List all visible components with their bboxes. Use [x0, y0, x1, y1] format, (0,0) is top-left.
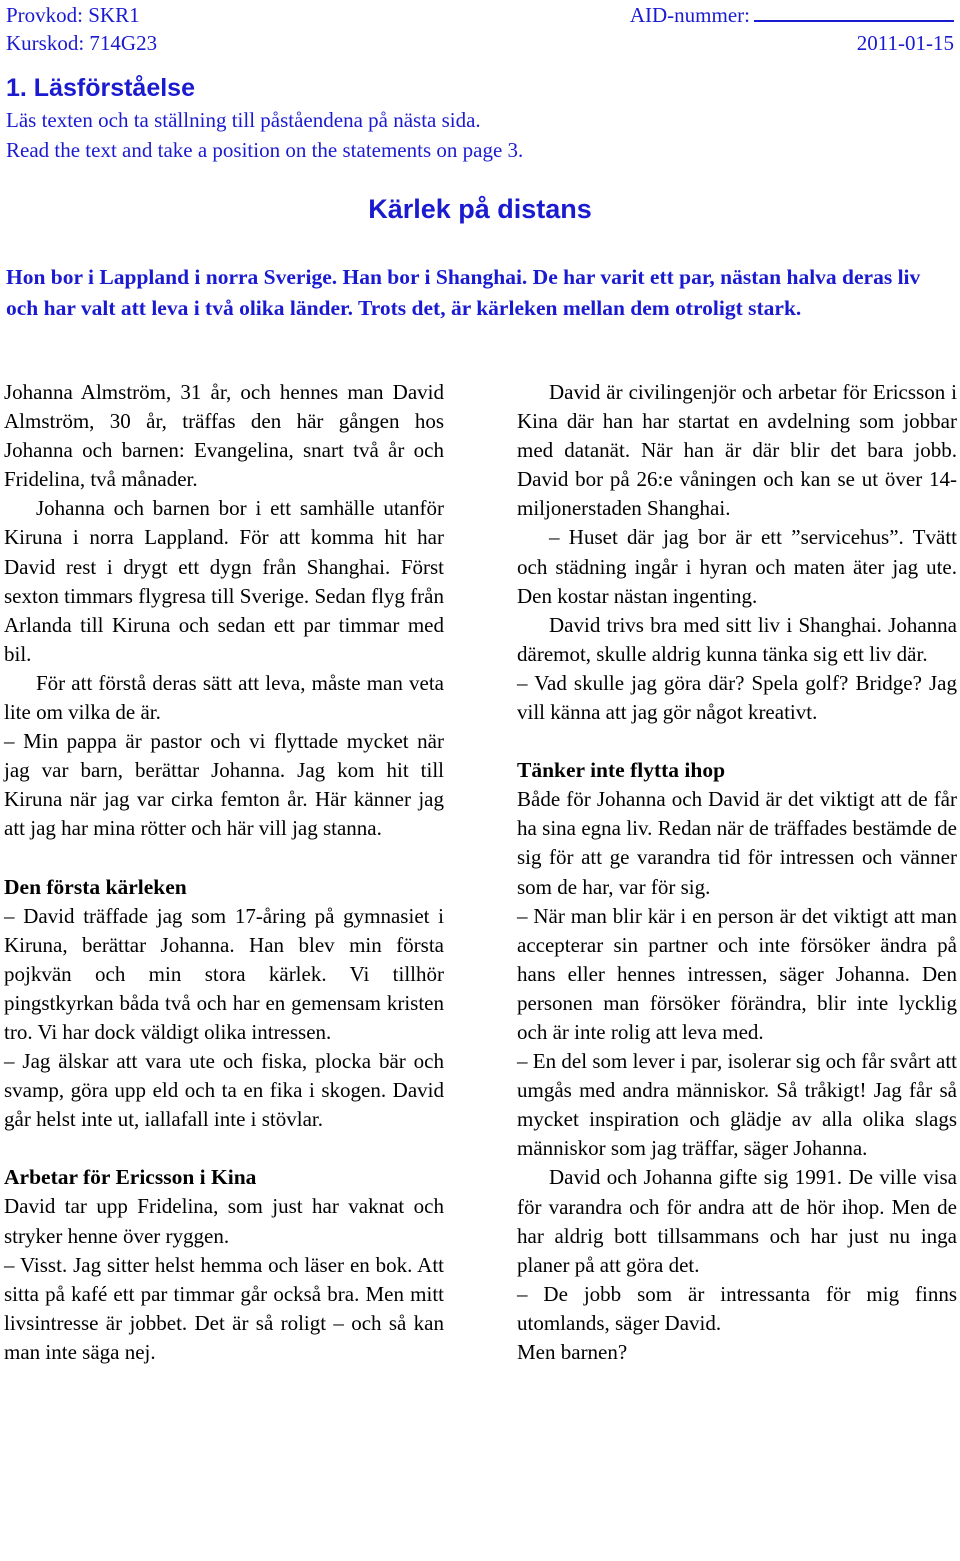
subheading: Arbetar för Ericsson i Kina [4, 1165, 257, 1190]
paragraph: David är civilingenjör och arbetar för Ericsson i Kina där han har startat en avdelning som jobbar med datanät. När han är där blir det bara jobb. David bor på 26:e våningen och kan se ut över 14-miljonerstaden Shanghai. [517, 380, 957, 521]
paragraph: Men barnen? [517, 1340, 628, 1364]
paragraph: – De jobb som är intressanta för mig finns utomlands, säger David. [517, 1281, 957, 1335]
paragraph: Johanna och barnen bor i ett samhälle utanför Kiruna i norra Lappland. För att komma hit har David rest i drygt ett dygn från Shanghai. Först sexton timmars flygresa till Sverige. Sedan flyg från Arlanda till Kiruna och sedan ett par timmar med bil. [4, 496, 444, 666]
paragraph: David tar upp Fridelina, som just har vaknat och stryker henne över ryggen. [4, 1194, 444, 1248]
paragraph: David och Johanna gifte sig 1991. De ville visa för varandra och för andra att de hör ihop. Men de har aldrig bott tillsammans och har just nu inga planer på att göra det. [517, 1165, 957, 1277]
instruction-english: Read the text and take a position on the statements on page 3. [6, 138, 524, 162]
aid-number-field[interactable] [630, 2, 954, 29]
right-column [517, 378, 957, 1367]
paragraph: Både för Johanna och David är det viktigt att de får ha sina egna liv. Redan när de träffades bestämde de sig för att ge varandra tid för intressen och vänner som de har, var för sig. [517, 787, 957, 899]
provkod-label: Provkod: SKR1 [6, 3, 140, 27]
paragraph: – Jag älskar att vara ute och fiska, plocka bär och svamp, göra upp eld och ta en fika i skogen. David går helst inte ut, iallafall inte i stövlar. [4, 1049, 444, 1132]
kurskod-label: Kurskod: 714G23 [6, 31, 158, 55]
article-title: Kärlek på distans [368, 194, 592, 224]
subheading: Den första kärleken [4, 874, 187, 899]
aid-number-line[interactable] [754, 2, 954, 22]
paragraph: David trivs bra med sitt liv i Shanghai. Johanna däremot, skulle aldrig kunna tänka sig ett liv där. [517, 612, 957, 666]
paragraph: – Visst. Jag sitter helst hemma och läser en bok. Att sitta på kafé ett par timmar går också bra. Men mitt livsintresse är jobbet. Det är så roligt – och så kan man inte säga nej. [4, 1252, 444, 1364]
paragraph: – En del som lever i par, isolerar sig och får svårt att umgås med andra människor. Så tråkigt! Jag får så mycket inspiration och glädje av alla olika slags människor som jag träffar, säger Johanna. [517, 1049, 957, 1161]
paragraph: – Huset där jag bor är ett ”servicehus”. Tvätt och städning ingår i hyran och maten äter jag ute. Den kostar nästan ingenting. [517, 525, 957, 608]
paragraph: Johanna Almström, 31 år, och hennes man David Almström, 30 år, träffas den här gången hos Johanna och barnen: Evangelina, snart två år och Fridelina, två månader. [4, 380, 444, 492]
paragraph: För att förstå deras sätt att leva, måste man veta lite om vilka de är. [4, 670, 444, 725]
paragraph: – Min pappa är pastor och vi flyttade mycket när jag var barn, berättar Johanna. Jag kom hit till Kiruna när jag var cirka femton år. Här känner jag att jag har mina rötter och här vill jag stanna. [4, 729, 444, 841]
exam-date: 2011-01-15 [856, 31, 954, 55]
article-ingress: Hon bor i Lappland i norra Sverige. Han bor i Shanghai. De har varit ett par, nästan halva deras liv och har valt att leva i två olika länder. Trots det, är kärleken mellan dem otroligt stark. [6, 265, 921, 320]
left-column [4, 378, 444, 1367]
paragraph: – Vad skulle jag göra där? Spela golf? Bridge? Jag vill känna att jag gör något kreativt. [517, 670, 957, 725]
section-heading: 1. Läsförståelse [6, 74, 195, 102]
paragraph: – David träffade jag som 17-åring på gymnasiet i Kiruna, berättar Johanna. Han blev min första pojkvän och min stora kärlek. Vi tillhör pingstkyrkan båda två och har en gemensam kristen tro. Vi har dock väldigt olika intressen. [4, 903, 444, 1044]
subheading: Tänker inte flytta ihop [517, 758, 726, 783]
paragraph: – När man blir kär i en person är det viktigt att man accepterar sin partner och inte försöker ändra på hans eller hennes intressen, säger Johanna. Den personen man försöker förändra, blir inte lycklig och är inte rolig att leva med. [517, 903, 957, 1044]
aid-number-label: AID-nummer: [629, 3, 750, 27]
instruction-swedish: Läs texten och ta ställning till påståendena på nästa sida. [6, 108, 481, 132]
